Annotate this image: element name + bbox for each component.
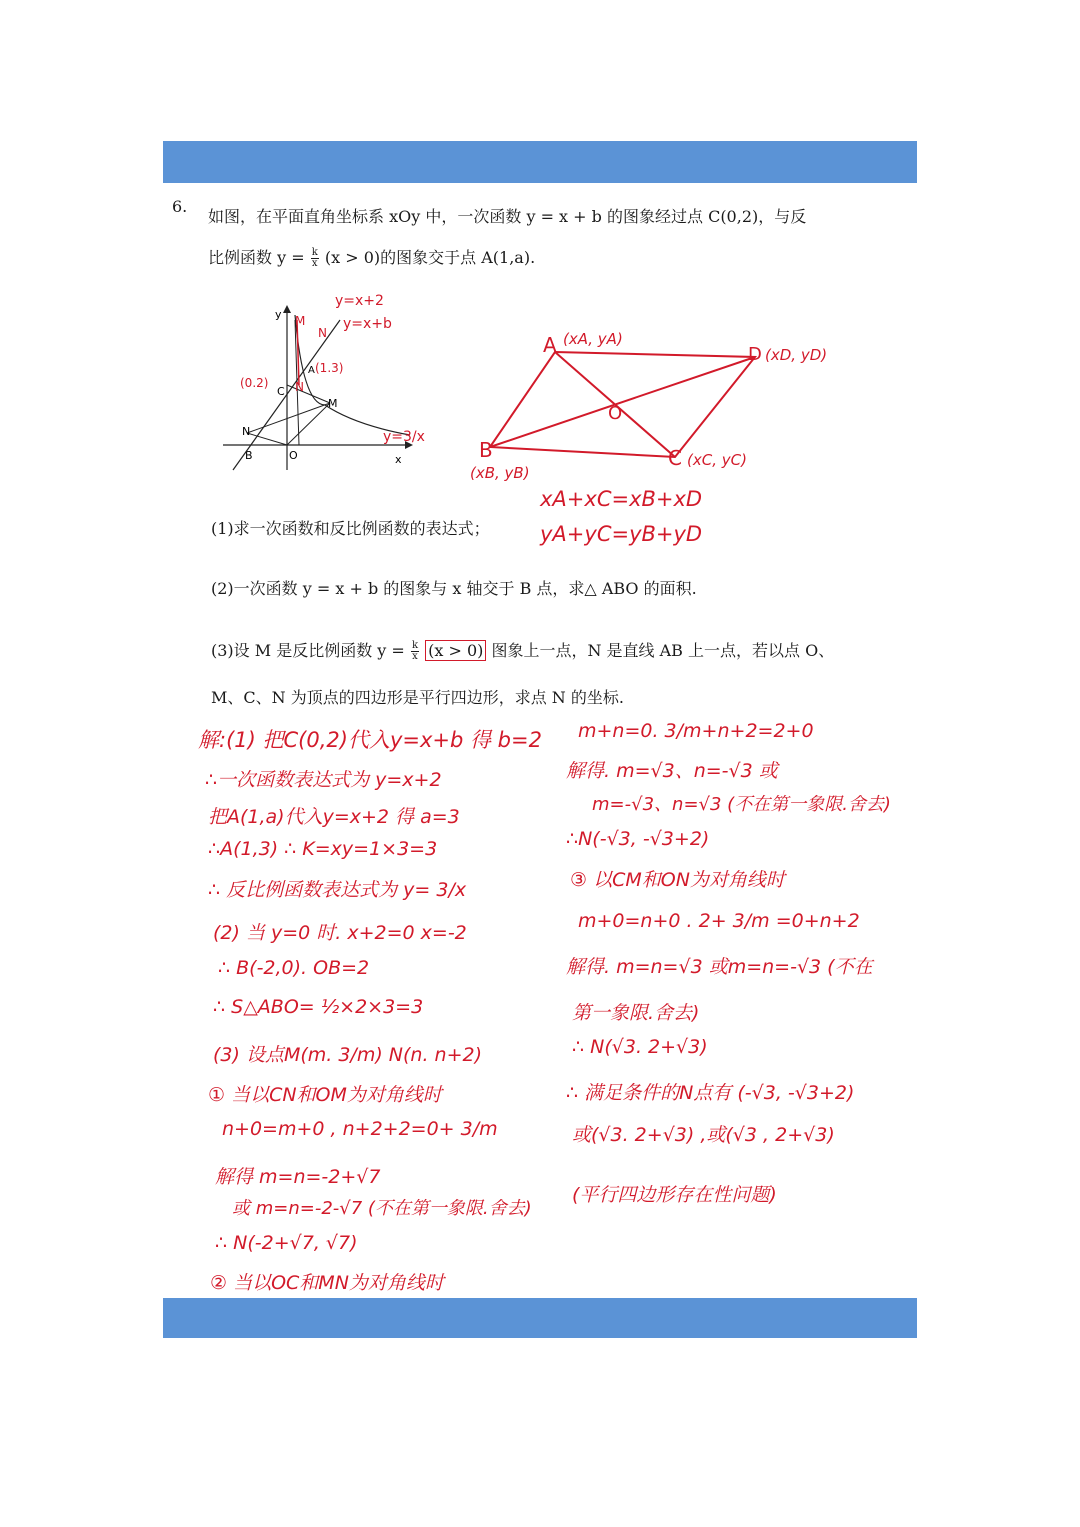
solution-left-line: 或 m=n=-2-√7 (不在第一象限.舍去): [232, 1198, 532, 1219]
solution-right-line: m=-√3、n=√3 (不在第一象限.舍去): [592, 794, 891, 815]
coord-a-label: (1.3): [315, 361, 344, 375]
solution-left-line: (2) 当 y=0 时. x+2=0 x=-2: [213, 922, 467, 944]
solution-left-line: ① 当以CN和OM为对角线时: [208, 1084, 442, 1106]
vertex-a-coord: (xA, yA): [563, 330, 623, 348]
center-o-label: O: [608, 403, 623, 424]
point-m-top-label: M: [295, 314, 306, 328]
solution-left-line: ∴ 反比例函数表达式为 y= 3/x: [208, 879, 467, 901]
point-n-left-label: N: [242, 425, 251, 438]
solution-right-line: ③ 以CM和ON为对角线时: [570, 869, 785, 891]
diagonal-bd: [490, 357, 755, 447]
question-part3: (3)设 M 是反比例函数 y = $\frac{k}{x}$ (x > 0) 图象上一点，N 是直线 AB 上一点，若以点 O、: [211, 640, 835, 662]
solution-left-line: 解:(1) 把C(0,2)代入y=x+b 得 b=2: [198, 728, 542, 752]
point-c-label: C: [277, 385, 285, 398]
x-axis-label: x: [395, 453, 402, 466]
solution-left-line: 解得 m=n=-2+√7: [215, 1166, 381, 1188]
point-m-mid-label: M: [328, 397, 338, 410]
solution-right-line: m+n=0. 3/m+n+2=2+0: [578, 720, 814, 742]
solution-left-line: ∴ B(-2,0). OB=2: [218, 957, 370, 979]
solution-right-line: 解得. m=n=√3 或m=n=-√3 (不在: [566, 956, 873, 978]
top-banner: [163, 141, 917, 183]
coord-c-label: (0.2): [240, 376, 269, 390]
point-n-top-label: N: [318, 326, 327, 340]
vertex-d-coord: (xD, yD): [765, 346, 828, 364]
solution-right-line: 第一象限.舍去): [572, 1002, 700, 1024]
equation-y-x-2: y=x+2: [335, 293, 384, 309]
solution-left-line: ∴一次函数表达式为 y=x+2: [205, 769, 442, 791]
formula-y: yA+yC=yB+yD: [540, 522, 703, 546]
y-axis-label: y: [275, 308, 282, 321]
question-number: 6.: [172, 197, 188, 216]
point-b-label: B: [245, 449, 253, 462]
function-graph: [215, 285, 430, 475]
point-a-label: A: [308, 365, 315, 376]
vertex-c-label: C: [668, 446, 682, 470]
question-part2: (2)一次函数 y = x + b 的图象与 x 轴交于 B 点，求△ ABO 的面积.: [211, 579, 697, 598]
solution-right-line: ∴ 满足条件的N点有 (-√3, -√3+2): [566, 1082, 855, 1104]
solution-left-line: ∴ N(-2+√7, √7): [215, 1232, 358, 1254]
formula-x: xA+xC=xB+xD: [540, 487, 703, 511]
solution-left-line: ∴ S△ABO= ½×2×3=3: [213, 996, 424, 1018]
question-part3-line2: M、C、N 为顶点的四边形是平行四边形，求点 N 的坐标.: [211, 688, 624, 707]
domain-box: (x > 0): [425, 640, 486, 661]
question-line2: 比例函数 y = $\frac{k}{x}$ (x > 0)的图象交于点 A(1,a).: [208, 247, 536, 269]
solution-right-line: (平行四边形存在性问题): [572, 1184, 777, 1206]
origin-label: O: [289, 449, 298, 462]
solution-left-line: ∴A(1,3) ∴ K=xy=1×3=3: [208, 838, 438, 860]
point-n-mid-label: N: [295, 380, 304, 394]
question-line1: 如图，在平面直角坐标系 xOy 中，一次函数 y = x + b 的图象经过点 C(0,2)，与反: [208, 207, 807, 226]
parallelogram-diagram: [465, 322, 855, 492]
vertex-b-label: B: [479, 438, 493, 462]
solution-right-line: 解得. m=√3、n=-√3 或: [566, 760, 778, 782]
equation-y-3-x: y=3/x: [383, 429, 425, 445]
question-part1: (1)求一次函数和反比例函数的表达式；: [211, 519, 490, 538]
solution-left-line: n+0=m+0 , n+2+2=0+ 3/m: [222, 1118, 498, 1140]
solution-left-line: ② 当以OC和MN为对角线时: [210, 1272, 444, 1294]
vertex-d-label: D: [748, 344, 762, 365]
solution-right-line: ∴ N(√3. 2+√3): [572, 1036, 708, 1058]
bottom-banner: [163, 1298, 917, 1338]
equation-y-x-b: y=x+b: [343, 316, 392, 332]
vertex-b-coord: (xB, yB): [470, 464, 530, 482]
solution-right-line: ∴N(-√3, -√3+2): [566, 828, 710, 850]
parallelogram-shape: [490, 352, 755, 457]
solution-right-line: 或(√3. 2+√3) ,或(√3 , 2+√3): [572, 1124, 835, 1146]
vertex-a-label: A: [543, 333, 557, 357]
solution-right-line: m+0=n+0 . 2+ 3/m =0+n+2: [578, 910, 860, 932]
solution-left-line: (3) 设点M(m. 3/m) N(n. n+2): [213, 1044, 483, 1066]
vertex-c-coord: (xC, yC): [687, 451, 747, 469]
solution-left-line: 把A(1,a)代入y=x+2 得 a=3: [208, 806, 460, 828]
